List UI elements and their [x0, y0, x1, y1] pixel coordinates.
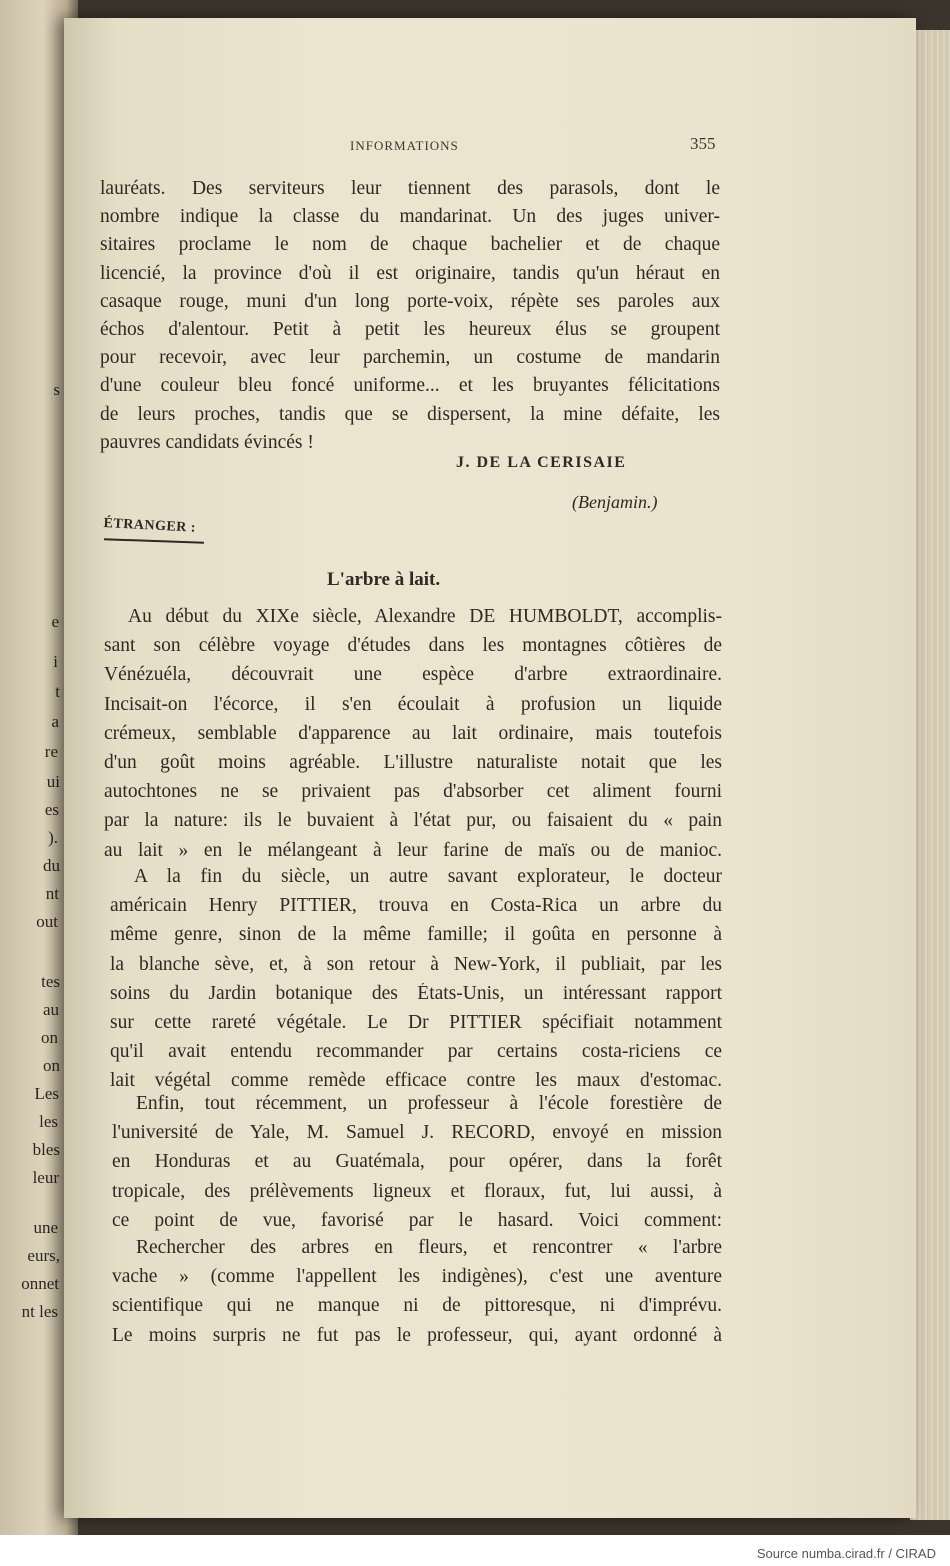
text-line: Vénézuéla, découvrait une espèce d'arbre extraordinaire. — [104, 664, 722, 686]
page-edges — [910, 30, 950, 1520]
left-page-fragment: eurs, — [27, 1246, 60, 1265]
text-line: qu'il avait entendu recommander par certains costa-riciens ce — [110, 1041, 722, 1063]
text-line: soins du Jardin botanique des États-Unis, un intéressant rapport — [110, 982, 722, 1004]
left-page-fragment: nt les — [21, 1302, 58, 1321]
text-line: A la fin du siècle, un autre savant explorateur, le docteur — [134, 866, 722, 887]
left-page-fragment: tes — [41, 972, 60, 991]
text-line: au lait » en le mélangeant à leur farine de maïs ou de manioc. — [104, 839, 722, 861]
page-number: 355 — [690, 134, 716, 153]
text-line: lait végétal comme remède efficace contre les maux d'estomac. — [110, 1070, 722, 1092]
text-line: échos d'alentour. Petit à petit les heureux élus se groupent — [100, 319, 720, 340]
text-line: pauvres candidats évincés ! — [100, 431, 314, 453]
article-title: L'arbre à lait. — [327, 569, 441, 590]
left-page-fragment: du — [43, 856, 60, 875]
left-page-fragment: une — [33, 1218, 58, 1237]
text-line: vache » (comme l'appellent les indigènes), c'est une aventure — [112, 1266, 722, 1288]
left-page-fragment: nt — [45, 884, 59, 903]
text-line: crémeux, semblable d'apparence au lait ordinaire, mais toutefois — [104, 722, 722, 744]
text-line: lauréats. Des serviteurs leur tiennent des parasols, dont le — [100, 178, 720, 199]
left-page-fragment: au — [42, 1000, 59, 1019]
left-page-fragment: on — [41, 1028, 58, 1047]
left-page-fragment: t — [55, 682, 60, 701]
left-page-fragment: es — [44, 800, 59, 819]
text-line: la blanche sève, et, à son retour à New-York, il publiait, par les — [110, 953, 722, 975]
left-page-fragment: leur — [32, 1168, 59, 1187]
left-page-fragment: i — [53, 652, 58, 671]
left-page-fragment: s — [53, 380, 60, 399]
text-line: pour recevoir, avec leur parchemin, un costume de mandarin — [100, 347, 720, 369]
text-line: en Honduras et au Guatémala, pour opérer, dans la forêt — [112, 1151, 722, 1173]
left-page-fragment: onnet — [21, 1274, 59, 1293]
left-page-fragment: Les — [34, 1084, 59, 1103]
text-line: licencié, la province d'où il est originaire, tandis qu'un héraut en — [100, 262, 720, 284]
text-line: sur cette rareté végétale. Le Dr PITTIER spécifiait notamment — [110, 1012, 722, 1033]
text-line: sant son célèbre voyage d'études dans les montagnes côtières de — [104, 635, 722, 657]
text-line: par la nature: ils le buvaient à l'état pur, ou faisaient du « pain — [104, 810, 722, 832]
left-page-fragment: ). — [48, 828, 58, 847]
text-line: américain Henry PITTIER, trouva en Costa-Rica un arbre du — [110, 895, 722, 917]
left-page-fragment: on — [43, 1056, 60, 1075]
left-page-fragment: bles — [32, 1140, 60, 1159]
text-line: scientifique qui ne manque ni de pittoresque, ni d'imprévu. — [112, 1295, 722, 1317]
text-line: Incisait-on l'écorce, il s'en écoulait à profusion un liquide — [104, 693, 722, 715]
text-line: Enfin, tout récemment, un professeur à l'école forestière de — [136, 1093, 722, 1114]
left-page-fragment: ui — [46, 772, 60, 791]
running-head: INFORMATIONS — [350, 138, 459, 153]
text-line: casaque rouge, muni d'un long porte-voix, répète ses paroles aux — [100, 290, 720, 312]
section-label: ÉTRANGER : — [103, 516, 197, 536]
text-line: d'un goût moins agréable. L'illustre naturaliste notait que les — [104, 752, 722, 773]
text-line: même genre, sinon de la même famille; il goûta en personne à — [110, 924, 722, 946]
text-line: Au début du XIXe siècle, Alexandre DE HUMBOLDT, accomplis- — [128, 606, 722, 627]
left-page-fragment: a — [51, 712, 59, 731]
text-line: tropicale, des prélèvements ligneux et floraux, fut, lui aussi, à — [112, 1180, 722, 1202]
text-line: d'une couleur bleu foncé uniforme... et les bruyantes félicitations — [100, 375, 720, 397]
text-line: sitaires proclame le nom de chaque bachelier et de chaque — [100, 234, 720, 256]
source-credit: Source numba.cirad.fr / CIRAD — [756, 1546, 936, 1561]
left-page-fragment: re — [44, 742, 58, 761]
author-signature: J. DE LA CERISAIE — [456, 454, 627, 471]
text-line: nombre indique la classe du mandarinat. Un des juges univer- — [100, 206, 720, 228]
text-line: de leurs proches, tandis que se dispersent, la mine défaite, les — [100, 403, 720, 425]
text-line: ce point de vue, favorisé par le hasard. Voici comment: — [112, 1209, 722, 1231]
author-pseudonym: (Benjamin.) — [572, 492, 658, 512]
text-line: Le moins surpris ne fut pas le professeur, qui, ayant ordonné à — [112, 1324, 722, 1346]
text-line: l'université de Yale, M. Samuel J. RECORD, envoyé en mission — [112, 1122, 722, 1144]
text-line: Rechercher des arbres en fleurs, et rencontrer « l'arbre — [136, 1237, 722, 1258]
left-page-fragment: e — [51, 612, 59, 631]
text-line: autochtones ne se privaient pas d'absorber cet aliment fourni — [104, 781, 722, 803]
left-page-fragment: les — [39, 1112, 58, 1131]
left-page-fragment: out — [36, 912, 58, 931]
